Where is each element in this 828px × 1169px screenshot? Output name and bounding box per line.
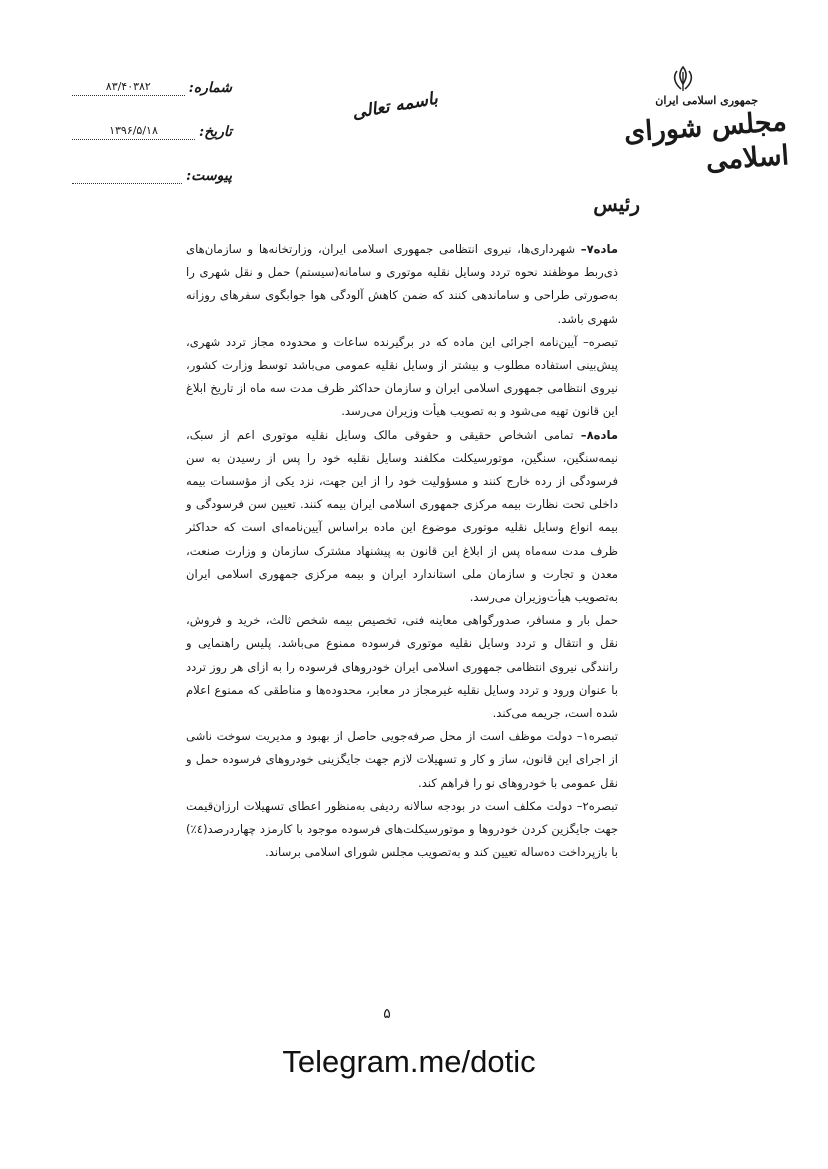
telegram-watermark: Telegram.me/dotic — [282, 1044, 536, 1079]
president-label: رئیس — [593, 192, 640, 216]
letter-meta — [72, 66, 232, 198]
article-8-note-2: تبصره۲– دولت مکلف است در بودجه سالانه ردیفی به‌منظور اعطای تسهیلات ارزان‌قیمت جهت جایگزین کردن خودروها و موتورسیکلت‌های فرسوده موجود با کارمزد چهاردرصد(٤٪) با بازپرداخت ده‌ساله تعیین کند و به‌تصویب مجلس شورای اسلامی برساند. — [186, 798, 618, 860]
page-number: ۵ — [383, 1006, 391, 1022]
article-8 — [186, 424, 618, 610]
article-7-heading: ماده۷– — [580, 242, 618, 256]
attachment-value — [72, 181, 182, 184]
letterhead-emblem — [588, 64, 788, 234]
article-8-heading: ماده۸– — [580, 427, 618, 442]
article-8-text: تمامی اشخاص حقیقی و حقوقی مالک وسایل نقلیه موتوری اعم از سبک، نیمه‌سنگین، سنگین، موتورسیکلت مکلفند وسایل نقلیه خود را پس از رسیدن به سن فرسودگی از رده خارج کنند و مسؤولیت خود را از این جهت، نزد یکی از مؤسسات بیمه داخلی تحت نظارت بیمه مرکزی جمهوری اسلامی ایران بیمه کنند. تعیین سن فرسودگی و بیمه انواع وسایل نقلیه موتوری موضوع این ماده براساس آیین‌نامه‌ای است که حداکثر ظرف مدت سه‌ماه پس از ابلاغ این قانون به پیشنهاد مشترک سازمان و وزارت صنعت، معدن و تجارت و سازمان ملی استاندارد ایران و بیمه مرکزی جمهوری اسلامی ایران به‌تصویب هیأت‌وزیران می‌رسد. — [186, 427, 618, 605]
date-value: ۱۳۹۶/۵/۱۸ — [72, 124, 195, 140]
number-row — [72, 66, 232, 96]
attachment-row — [72, 154, 232, 184]
bismillah-heading: باسمه تعالی — [350, 88, 440, 124]
letter-body — [186, 238, 618, 864]
number-label: شماره: — [188, 80, 232, 96]
date-row — [72, 110, 232, 140]
majlis-title: مجلس شورای اسلامی — [622, 106, 790, 177]
article-7 — [186, 238, 618, 331]
attachment-label: پیوست: — [186, 168, 232, 184]
article-8-paragraph-2: حمل بار و مسافر، صدورگواهی معاینه فنی، تخصیص بیمه شخص ثالث، خرید و فروش، نقل و انتقال و تردد وسایل نقلیه موتوری فرسوده ممنوع می‌باشد. پلیس راهنمایی و رانندگی نیروی انتظامی جمهوری اسلامی ایران خودروهای فرسوده را به ازای هر روز تردد با عنوان ورود و تردد وسایل نقلیه غیرمجاز در معابر، محدوده‌ها و مناطقی که ممنوع اعلام شده است، جریمه می‌کند. — [186, 613, 618, 721]
iran-emblem-icon — [668, 64, 698, 94]
number-value: ۸۳/۴۰۳۸۲ — [72, 80, 185, 96]
article-8-note-1: تبصره۱– دولت موظف است از محل صرفه‌جویی حاصل از بهبود و مدیریت سوخت ناشی از اجرای این قانون، ساز و کار و تسهیلات لازم جهت جایگزینی خودروهای فرسوده حمل و نقل عمومی با خودروهای نو را فراهم کند. — [186, 729, 618, 790]
article-7-note: تبصره– آیین‌نامه اجرائی این ماده که در برگیرنده ساعات و محدوده مجاز تردد شهری، پیش‌بینی استفاده مطلوب و بیشتر از وسایل نقلیه عمومی می‌باشد توسط وزارت کشور، نیروی انتظامی جمهوری اسلامی ایران و سازمان حداکثر ظرف مدت سه ماه از تاریخ ابلاغ این قانون تهیه می‌شود و به تصویب هیأت وزیران می‌رسد. — [186, 334, 618, 419]
date-label: تاریخ: — [198, 124, 232, 140]
article-7-text: شهرداری‌ها، نیروی انتظامی جمهوری اسلامی ایران، وزارتخانه‌ها و سازمان‌های ذی‌ربط موظفند نحوه تردد وسایل نقلیه موتوری و سامانه(سیستم) حمل و نقل شهری را به‌صورتی طراحی و ساماندهی کنند که ضمن کاهش آلودگی هوا جوابگوی سفرهای روزانه شهری باشد. — [186, 242, 618, 326]
republic-label: جمهوری اسلامی ایران — [655, 94, 758, 107]
